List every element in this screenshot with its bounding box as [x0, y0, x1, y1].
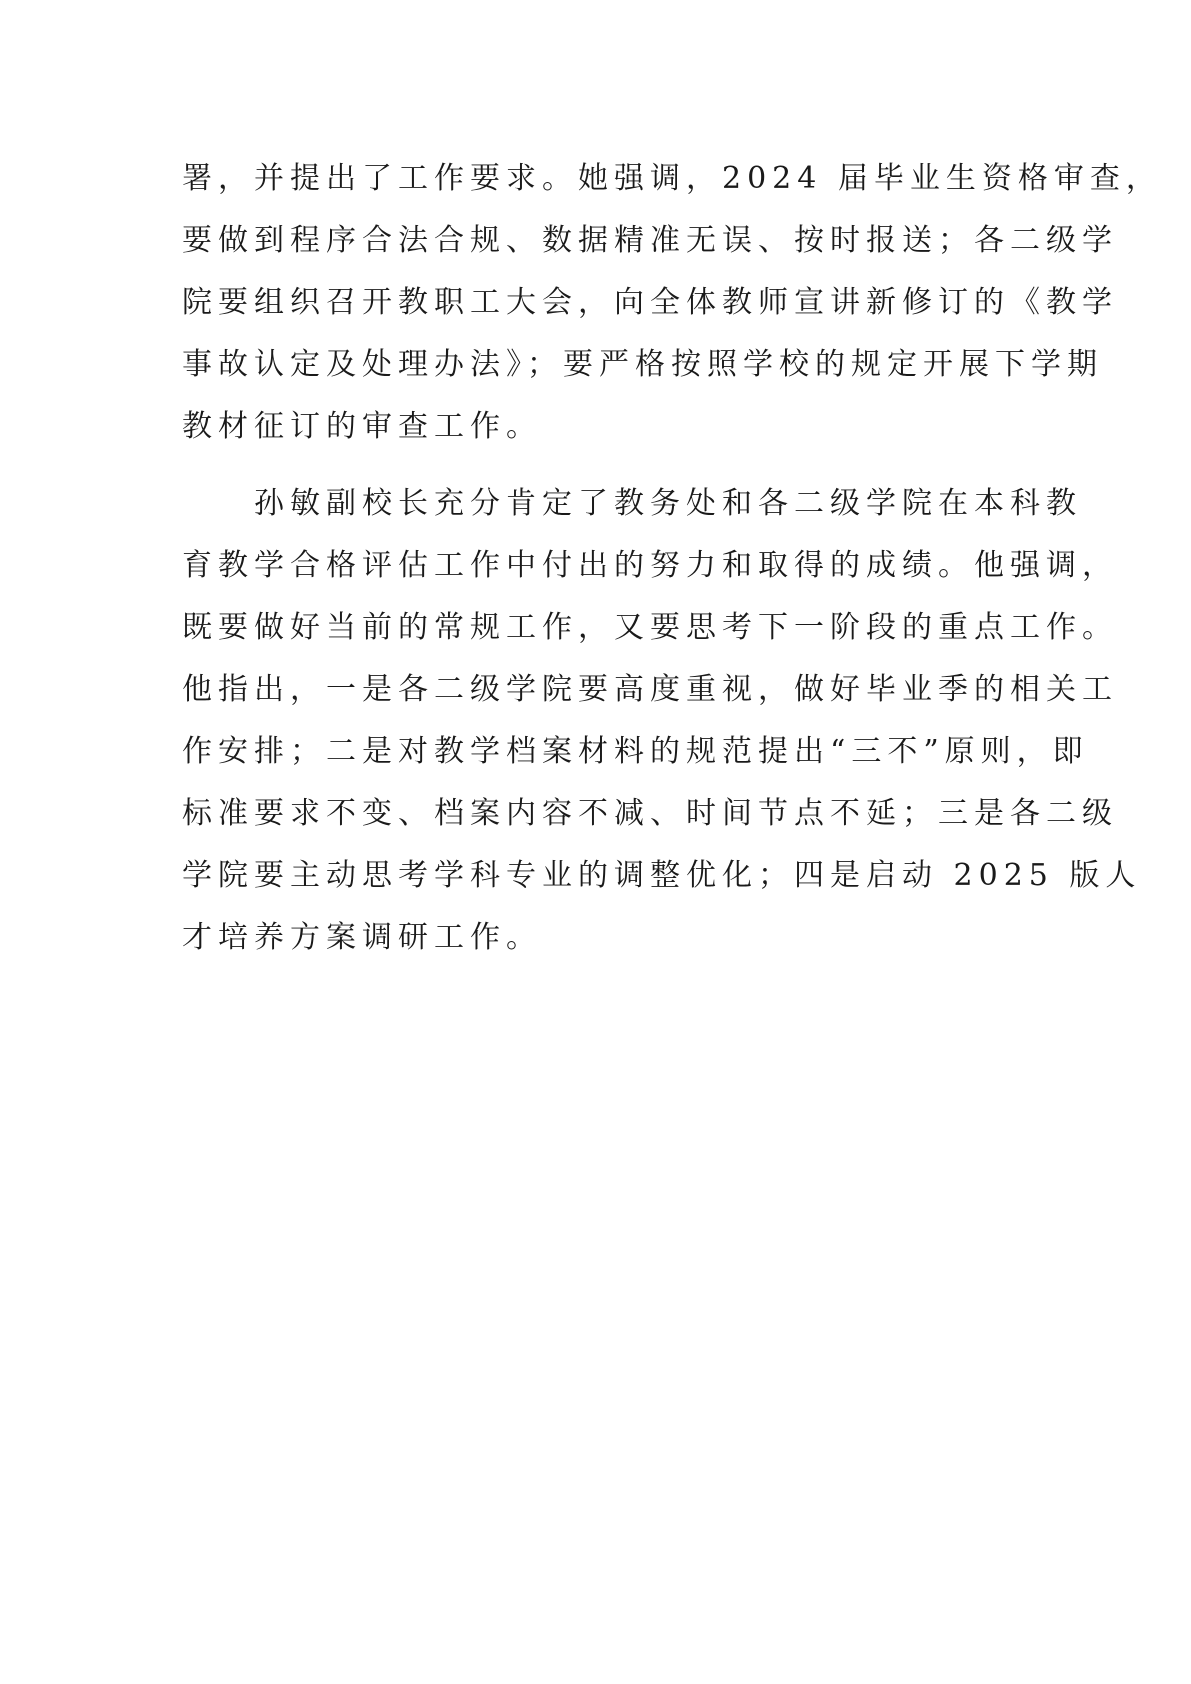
- paragraph-line: 既要做好当前的常规工作，又要思考下一阶段的重点工作。: [182, 610, 1118, 645]
- paragraph-line: 学院要主动思考学科专业的调整优化；四是启动 2025 版人: [182, 858, 1142, 893]
- paragraph-line: 院要组织召开教职工大会，向全体教师宣讲新修订的《教学: [182, 285, 1118, 320]
- paragraph-2: [182, 473, 1142, 969]
- paragraph-line: 署，并提出了工作要求。她强调，2024 届毕业生资格审查，: [182, 161, 1162, 196]
- paragraph-line: 教材征订的审查工作。: [182, 409, 542, 444]
- paragraph-line: 标准要求不变、档案内容不减、时间节点不延；三是各二级: [182, 796, 1118, 831]
- paragraph-line: 要做到程序合法合规、数据精准无误、按时报送；各二级学: [182, 223, 1118, 258]
- paragraph-line: 才培养方案调研工作。: [182, 920, 542, 955]
- paragraph-line: 育教学合格评估工作中付出的努力和取得的成绩。他强调，: [182, 548, 1118, 583]
- paragraph-1: [182, 148, 1162, 458]
- paragraph-line: 事故认定及处理办法》；要严格按照学校的规定开展下学期: [182, 347, 1103, 382]
- paragraph-line: 孙敏副校长充分肯定了教务处和各二级学院在本科教: [182, 486, 1082, 521]
- paragraph-line: 他指出，一是各二级学院要高度重视，做好毕业季的相关工: [182, 672, 1118, 707]
- paragraph-line: 作安排；二是对教学档案材料的规范提出“三不”原则，即: [182, 734, 1089, 769]
